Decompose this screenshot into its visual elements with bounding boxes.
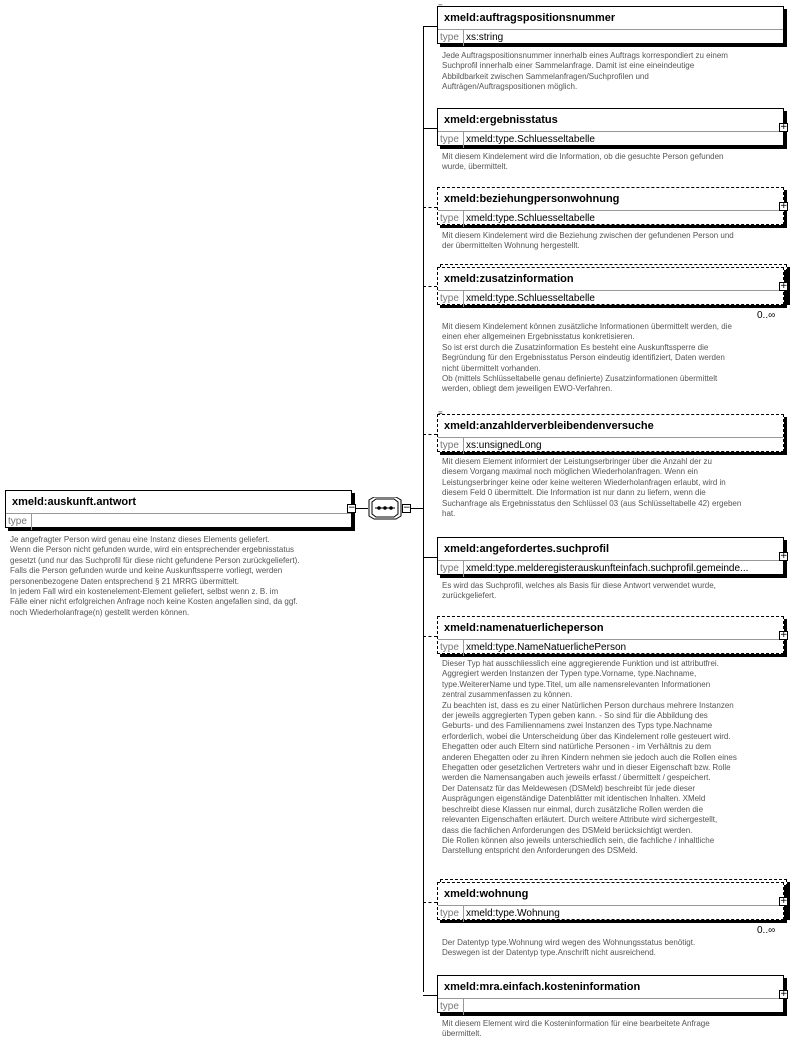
element-description: Es wird das Suchprofil, welches als Basis für diese Antwort verwendet wurde, zurückgeliefert. — [442, 581, 716, 601]
branch-line — [423, 434, 437, 435]
vertical-trunk-line — [423, 26, 424, 992]
expand-icon[interactable]: + — [780, 896, 788, 906]
element-description: Mit diesem Element wird die Kosteninformation für eine bearbeitete Anfrage übermittelt. — [442, 1019, 710, 1039]
root-description: Je angefragter Person wird genau eine Instanz dieses Elements geliefert. Wenn die Person nicht gefunden wurde, wird ein entsprechender ergebnisstatus gesetzt (und nur das Suchprofil für diese nicht gefundene Person zurückgeliefert). Falls die Person gefunden wurde und keine Auskunftssperre vorliegt, werden personenbezogene Daten entsprechend § 21 MRRG übermittelt. In jedem Fall wird ein kostenelement-Element geliefert, selbst wenn z. B. im Fälle einer nicht erfolgreichen Anfrage noch keine Kosten angefallen sind, da ggf. noch Wiederholanfrage(n) gestellt werden können. — [10, 535, 300, 617]
sequence-compositor-icon[interactable] — [366, 497, 404, 521]
element-type-value: xmeld:type.Schluesseltabelle — [466, 213, 595, 224]
branch-line — [423, 557, 437, 558]
root-type-row — [6, 513, 351, 530]
element-name: xmeld:auftragspositionsnummer — [444, 12, 616, 24]
element-name: xmeld:anzahlderverbleibendenversuche — [444, 420, 654, 432]
branch-line — [423, 902, 437, 903]
element-name: xmeld:zusatzinformation — [444, 273, 574, 285]
cardinality-label: 0..∞ — [757, 925, 776, 936]
expand-icon[interactable]: + — [780, 551, 788, 561]
element-type-value — [464, 999, 783, 1015]
element-type-row — [438, 290, 783, 307]
element-name: xmeld:angefordertes.suchprofil — [444, 543, 610, 555]
element-type-value: xmeld:type.melderegisterauskunfteinfach.suchprofil.gemeinde... — [466, 563, 749, 574]
expand-icon[interactable]: + — [780, 122, 788, 132]
branch-line — [423, 636, 437, 637]
element-type-value: xmeld:type.Wohnung — [466, 908, 560, 919]
expand-icon[interactable]: + — [780, 630, 788, 640]
branch-line — [423, 286, 437, 287]
root-type-label: type — [6, 514, 32, 530]
branch-line — [423, 128, 437, 129]
element-box-angefordertes-suchprofil[interactable] — [437, 537, 788, 575]
element-description: Jede Auftragspositionsnummer innerhalb eines Auftrags korrespondiert zu einem Suchprofil innerhalb einer Sammelanfrage. Damit ist eine eineindeutige Abbildbarkeit zwischen Sammelanfragen/Suchprofilen und Aufträgen/Auftragspositionen möglich. — [442, 51, 728, 92]
element-name: xmeld:beziehungpersonwohnung — [444, 193, 620, 205]
root-collapse-icon[interactable]: − — [348, 503, 356, 513]
cardinality-label: 0..∞ — [757, 310, 776, 321]
expand-icon[interactable]: + — [780, 281, 788, 291]
element-description: Mit diesem Kindelement wird die Beziehung zwischen der gefundenen Person und der übermittelten Wohnung hergestellt. — [442, 231, 734, 251]
root-element-box[interactable] — [5, 490, 352, 528]
expand-icon[interactable]: + — [780, 201, 788, 211]
branch-line — [423, 207, 437, 208]
element-type-value: xmeld:type.NameNatuerlichePerson — [466, 642, 627, 653]
element-box-beziehungpersonwohnung[interactable] — [437, 187, 788, 225]
element-name: xmeld:wohnung — [444, 888, 529, 900]
branch-line — [423, 995, 437, 996]
element-type-value: xmeld:type.Schluesseltabelle — [466, 134, 595, 145]
element-box-namenatuerlicheperson[interactable] — [437, 616, 788, 654]
element-box-auftragspositionsnummer[interactable] — [437, 6, 784, 44]
element-type-label: type — [438, 30, 464, 46]
element-description: Mit diesem Kindelement können zusätzliche Informationen übermittelt werden, die einen eher allgemeinen Ergebnisstatus konkretisieren. So ist erst durch die Zusatzinformation Es besteht eine Auskunftssperre die Begründung für den Ergebnisstatus Person eindeutig identifiziert, Daten werden nicht übermittelt vorhanden. Ob (mittels Schlüsseltabelle genau definierte) Zusatzinformationen übermittelt werden, obliegt dem jeweiligen EWO-Verfahren. — [442, 322, 732, 394]
element-type-row — [438, 639, 783, 656]
element-type-row — [438, 998, 783, 1015]
element-description: Dieser Typ hat ausschliesslich eine aggregierende Funktion und ist attributfrei. Aggregiert werden Instanzen der Typen type.Vorname, type.Nachname, type.WeitererName und type.Titel, um alle namensrelevanten Informationen zentral zusammenfassen zu können. Zu beachten ist, dass es zu einer Natürlichen Person durchaus mehrere Instanzen der jeweils aggregierten Typen geben kann. - So sind für die Abbildung des Geburts- und des Familiennamens zwei Instanzen des Typs type.Nachname erforderlich, wobei die Unterscheidung über das Kindelement rolle gesteuert wird. Ehegatten oder auch Eltern sind natürliche Personen - im Verhältnis zu dem anderen Ehegatten oder zu ihren Kindern nehmen sie jedoch auch die Rollen eines Ehegatten oder gesetzlichen Vertreters wahr und in dieser Eigenschaft bzw. Rolle werden die Namensangaben auch jeweils erfasst / übermittelt / gespeichert. Der Datensatz für das Meldewesen (DSMeld) beschreibt für jede dieser Ausprägungen eigenständige Datenblätter mit identischen Inhalten. XMeld beschreibt diese Klassen nur einmal, durch zusätzliche Rollen werden die relevanten Eigenschaften erläutert. Durch weitere Attribute wird sichergestellt, dass die fachlichen Anforderungen des DSMeld berücksichtigt werden. Die Rollen können also jeweils unterschiedlich sein, die fachliche / inhaltliche Darstellung entspricht den Anforderungen des DSMeld. — [442, 659, 737, 856]
element-type-label: type — [438, 999, 464, 1015]
element-name: xmeld:mra.einfach.kosteninformation — [444, 981, 641, 993]
element-type-value: xmeld:type.Schluesseltabelle — [466, 293, 595, 304]
element-name: xmeld:ergebnisstatus — [444, 114, 558, 126]
element-box-ergebnisstatus[interactable] — [437, 108, 788, 146]
element-type-label: type — [438, 132, 464, 148]
element-type-row — [438, 29, 783, 46]
element-description: Mit diesem Kindelement wird die Information, ob die gesuchte Person gefunden wurde, übermittelt. — [442, 152, 724, 172]
element-box-wohnung[interactable] — [437, 882, 788, 920]
element-type-label: type — [438, 640, 464, 656]
branch-line — [423, 26, 437, 27]
sequence-connector-line — [411, 508, 423, 509]
element-type-row — [438, 210, 783, 227]
element-type-row — [438, 437, 783, 454]
root-element-name: xmeld:auskunft.antwort — [12, 496, 137, 508]
element-type-value: xs:unsignedLong — [466, 440, 542, 451]
element-type-row — [438, 905, 783, 922]
element-type-value: xs:string — [466, 32, 504, 43]
element-type-label: type — [438, 291, 464, 307]
element-box-zusatzinformation[interactable] — [437, 267, 788, 305]
element-box-anzahlderverbleibendenversuche[interactable] — [437, 414, 784, 452]
element-description: Mit diesem Element informiert der Leistungserbringer über die Anzahl der zu diesem Vorgang maximal noch möglichen Wiederholanfragen. Wenn ein Leistungserbringer keine oder keine weiteren Wiederholanfragen erlaubt, wird in diesem Feld 0 übermittelt. Die Information ist nur dann zu liefern, wenn die Suchanfrage als Ergebnisstatus den Schlüssel 03 (aus Schlüsseltabelle 42) ergeben hat. — [442, 457, 742, 519]
element-type-row — [438, 131, 783, 148]
sequence-collapse-icon[interactable]: − — [403, 503, 411, 513]
element-name: xmeld:namenatuerlicheperson — [444, 622, 604, 634]
element-type-label: type — [438, 906, 464, 922]
root-type-value — [32, 514, 351, 530]
expand-icon[interactable]: + — [780, 989, 788, 999]
element-description: Der Datentyp type.Wohnung wird wegen des Wohnungsstatus benötigt. Deswegen ist der Datentyp type.Anschrift nicht ausreichend. — [442, 938, 696, 958]
element-type-label: type — [438, 211, 464, 227]
element-type-label: type — [438, 561, 464, 577]
element-type-label: type — [438, 438, 464, 454]
element-box-kosteninformation[interactable] — [437, 975, 788, 1013]
element-type-row — [438, 560, 783, 577]
